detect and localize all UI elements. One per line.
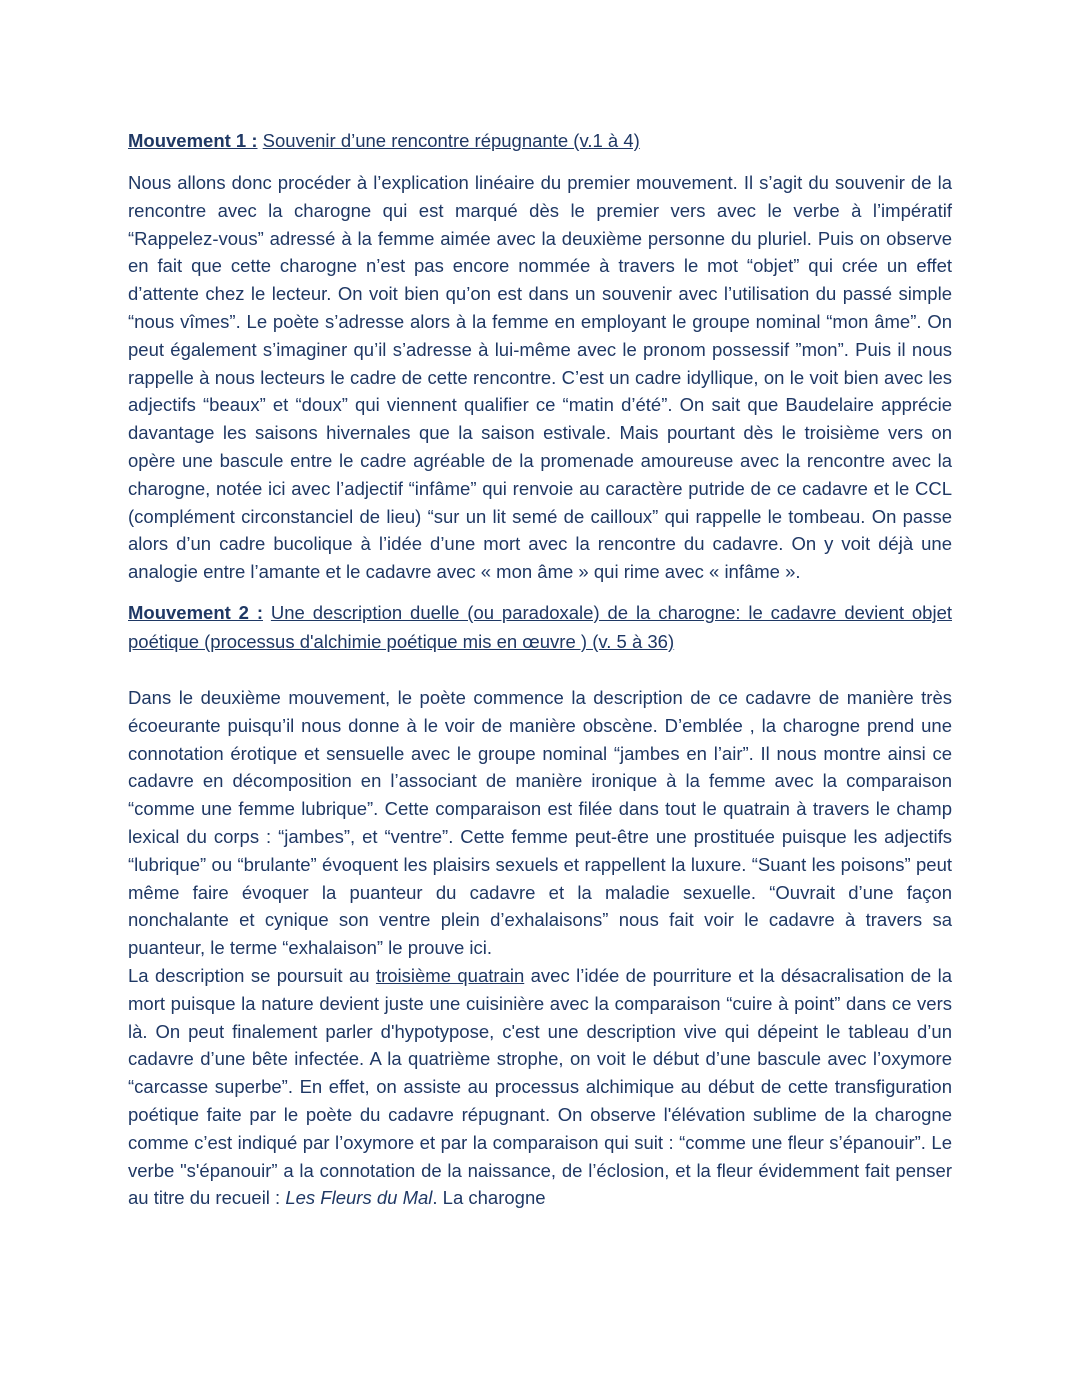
- underlined-phrase: troisième quatrain: [375, 964, 525, 986]
- paragraph-2-middle: avec l’idée de pourriture et la désacralisation de la mort puisque la nature devient juste une cuisinière avec la comparaison “cuire à point” dans ce vers là. On peut finalement parler d'hypotypose, c'est une description vive qui dépeint le tableau d’un cadavre d’une bête infectée. A la quatrième strophe, on voit le début d’une bascule avec l’oxymore “carcasse superbe”. En effet, on assiste au processus alchimique au début de cette transfiguration poétique faite par le poète du cadavre répugnant. On observe l'élévation sublime de la charogne comme c’est indiqué par l’oxymore et par la comparaison qui suit : “comme une fleur s’épanouir”. Le verbe "s'épanouir” a la connotation de la naissance, de l’éclosion, et la fleur évidemment fait penser au titre du recueil :: [128, 964, 952, 1209]
- mouvement-2-label: Mouvement 2 :: [128, 601, 263, 623]
- document-page: [128, 126, 952, 1212]
- mouvement-1-label: Mouvement 1 :: [128, 130, 258, 151]
- mouvement-2-paragraph-2: [128, 962, 952, 1212]
- book-title: Les Fleurs du Mal: [285, 1187, 433, 1209]
- mouvement-2-paragraph-1: Dans le deuxième mouvement, le poète commence la description de ce cadavre de manière très écoeurante puisqu’il nous donne à le voir de manière obscène. D’emblée , la charogne prend une connotation érotique et sensuelle avec le groupe nominal “jambes en l’air”. Il nous montre ainsi ce cadavre en décomposition en l’associant de manière ironique à la femme avec la comparaison “comme une femme lubrique”. Cette comparaison est filée dans tout le quatrain à travers le champ lexical du corps : “jambes”, et “ventre”. Cette femme peut-être une prostituée puisque les adjectifs “lubrique” ou “brulante” évoquent les plaisirs sexuels et rappellent la luxure. “Suant les poisons” peut même faire évoquer la puanteur du cadavre et la maladie sexuelle. “Ouvrait d’une façon nonchalante et cynique son ventre plein d’exhalaisons” nous fait voir le cadavre à travers sa puanteur, le terme “exhalaison” le prouve ici.: [128, 686, 952, 959]
- paragraph-2-end: . La charogne: [432, 1187, 546, 1209]
- mouvement-1-paragraph: Nous allons donc procéder à l’explication linéaire du premier mouvement. Il s’agit du souvenir de la rencontre avec la charogne qui est marqué dès le premier vers avec le verbe à l’impératif “Rappelez-vous” adressé à la femme aimée avec la deuxième personne du pluriel. Puis on observe en fait que cette charogne n’est pas encore nommée à travers le mot “objet” qui crée un effet d’attente chez le lecteur. On voit bien qu’on est dans un souvenir avec l’utilisation du passé simple “nous vîmes”. Le poète s’adresse alors à la femme en employant le groupe nominal “mon âme”. On peut également s’imaginer qu’il s’adresse à lui-même avec le pronom possessif ”mon”. Puis il nous rappelle à nous lecteurs le cadre de cette rencontre. C’est un cadre idyllique, on le voit bien avec les adjectifs “beaux” et “doux” qui viennent qualifier ce “matin d’été”. On sait que Baudelaire apprécie davantage les saisons hivernales que la saison estivale. Mais pourtant dès le troisième vers on opère une bascule entre le cadre agréable de la promenade amoureuse avec la rencontre avec la charogne, notée ici avec l’adjectif “infâme” qui renvoie au caractère putride de ce cadavre et le CCL (complément circonstanciel de lieu) “sur un lit semé de cailloux” qui rappelle le tombeau. On passe alors d’un cadre bucolique à l’idée d’une mort avec la rencontre du cadavre. On y voit déjà une analogie entre l’amante et le cadavre avec « mon âme » qui rime avec « infâme ».: [128, 172, 952, 583]
- mouvement-2-title: Une description duelle (ou paradoxale) de la charogne: le cadavre devient objet poétique (processus d'alchimie poétique mis en œuvre ) (v. 5 à 36): [128, 601, 952, 652]
- mouvement-1-title: Souvenir d’une rencontre répugnante (v.1 à 4): [262, 130, 640, 151]
- mouvement-2-heading: [128, 598, 952, 656]
- mouvement-1-heading: [128, 126, 952, 155]
- paragraph-2-start: La description se poursuit au: [128, 964, 376, 986]
